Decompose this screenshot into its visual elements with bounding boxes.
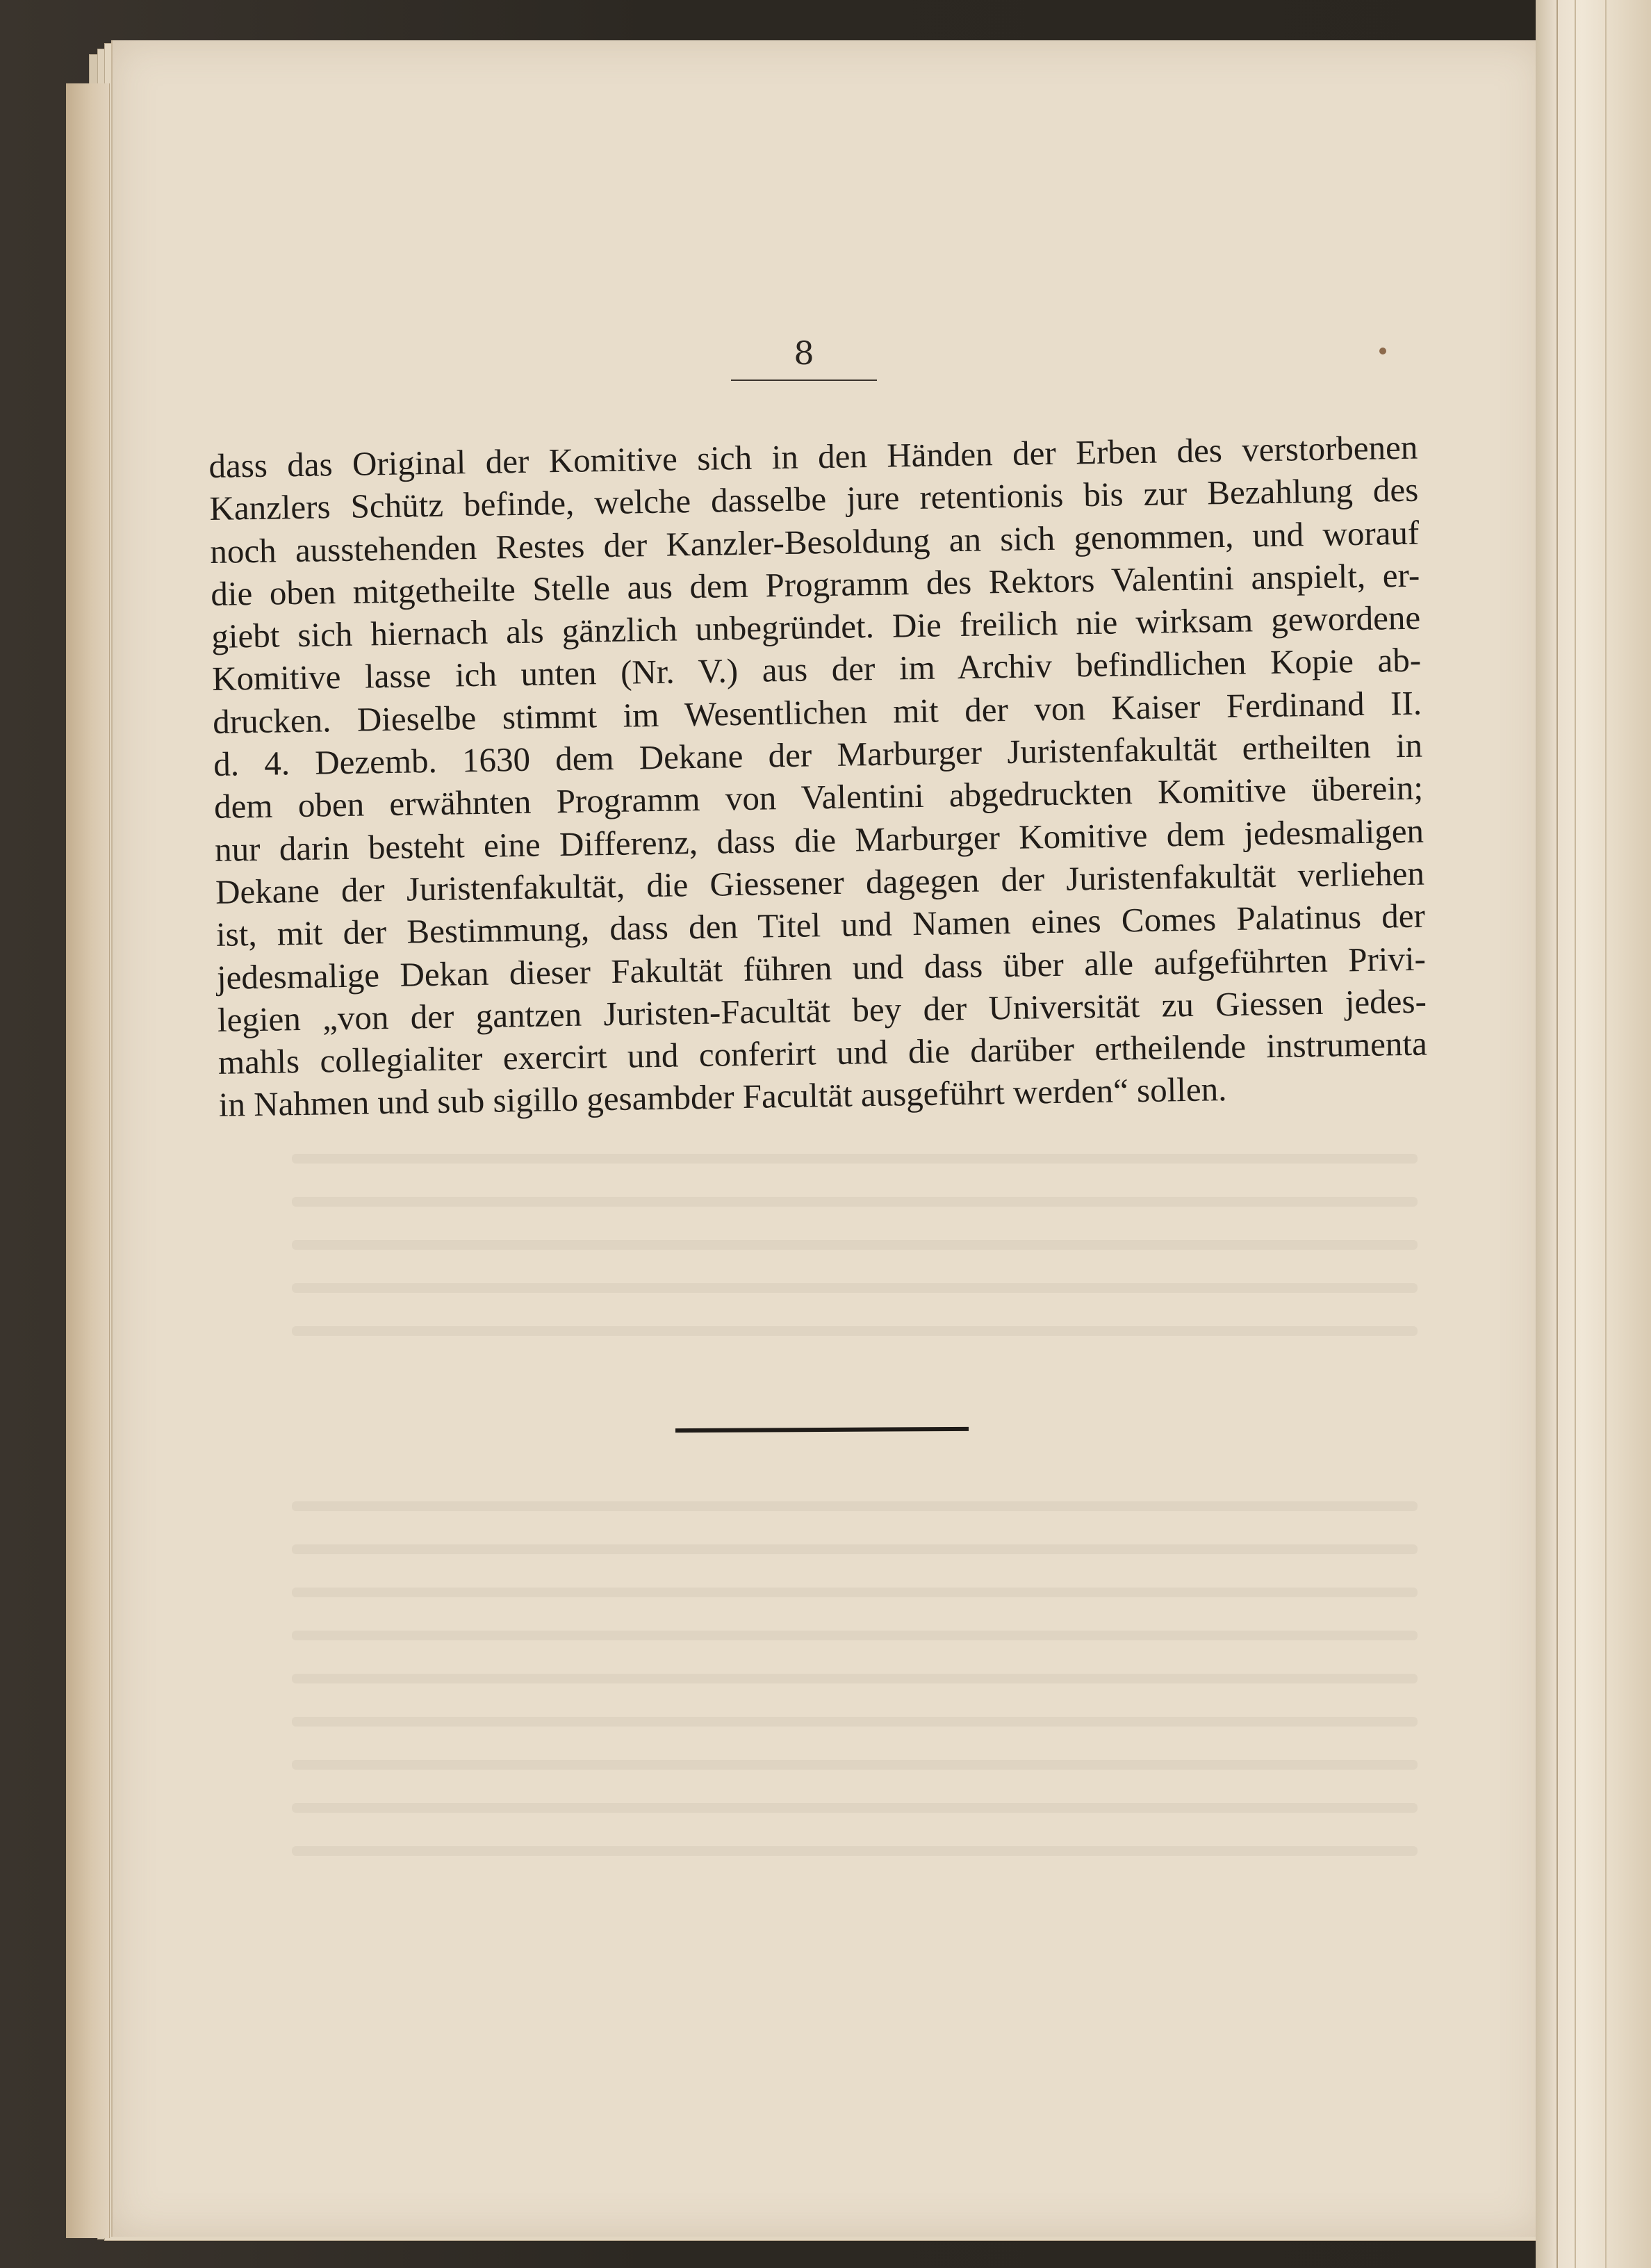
text-line: Kanzlers Schütz befinde, welche dasselbe jure retentionis bis zur Bezahlung des	[209, 470, 1419, 528]
text-line: drucken. Dieselbe stimmt im Wesentlichen mit der von Kaiser Ferdinand II.	[212, 683, 1422, 741]
show-through-text	[292, 1803, 1418, 1813]
gutter-line	[1605, 0, 1607, 2268]
show-through-text	[292, 1760, 1418, 1770]
show-through-text	[292, 1154, 1418, 1164]
text-line: ist, mit der Bestimmung, dass den Titel und Namen eines Comes Palatinus der	[215, 896, 1426, 954]
text-line: nur darin besteht eine Differenz, dass die Marburger Komitive dem jedesmaligen	[214, 811, 1424, 869]
show-through-text	[292, 1674, 1418, 1683]
text-line: dem oben erwähnten Programm von Valentini abgedruckten Komitive überein;	[213, 768, 1424, 826]
text-line: legien „von der gantzen Juristen-Facultät bey der Universität zu Giessen jedes-	[217, 981, 1427, 1039]
show-through-text	[292, 1326, 1418, 1336]
show-through-text	[292, 1197, 1418, 1207]
text-line: d. 4. Dezemb. 1630 dem Dekane der Marburger Juristenfakultät ertheilten in	[213, 726, 1423, 784]
show-through-text	[292, 1717, 1418, 1727]
text-line: noch ausstehenden Restes der Kanzler-Besoldung an sich genommen, und worauf	[209, 513, 1420, 571]
text-line: dass das Original der Komitive sich in den Händen der Erben des verstorbenen	[208, 427, 1418, 485]
show-through-text	[292, 1501, 1418, 1511]
page-left-edge	[66, 83, 110, 2238]
page-number-rule	[731, 380, 877, 381]
show-through-text	[292, 1544, 1418, 1554]
gutter-line	[1575, 0, 1576, 2268]
show-through-text	[292, 1240, 1418, 1250]
show-through-text	[292, 1631, 1418, 1640]
show-through-text	[292, 1846, 1418, 1856]
text-line: giebt sich hiernach als gänzlich unbegründet. Die freilich nie wirksam gewordene	[211, 598, 1421, 656]
show-through-text	[292, 1283, 1418, 1293]
text-line: Komitive lasse ich unten (Nr. V.) aus der im Archiv befindlichen Kopie ab-	[211, 641, 1422, 699]
show-through-text	[292, 1588, 1418, 1597]
text-line: mahls collegialiter exercirt und conferirt und die darüber ertheilende instrumenta	[217, 1024, 1428, 1082]
page-number: 8	[794, 334, 814, 372]
text-line: jedesmalige Dekan dieser Fakultät führen und dass über alle aufgeführten Privi-	[216, 939, 1427, 997]
paper-speck	[1379, 348, 1386, 354]
binding-gutter	[1536, 0, 1651, 2268]
body-text	[208, 426, 1428, 1127]
text-line: in Nahmen und sub sigillo gesambder Facultät ausgeführt werden“ sollen.	[218, 1070, 1227, 1125]
text-line: die oben mitgetheilte Stelle aus dem Programm des Rektors Valentini anspielt, er-	[210, 555, 1420, 613]
text-line: Dekane der Juristenfakultät, die Giessener dagegen der Juristenfakultät verliehen	[215, 854, 1425, 911]
gutter-line	[1556, 0, 1558, 2268]
